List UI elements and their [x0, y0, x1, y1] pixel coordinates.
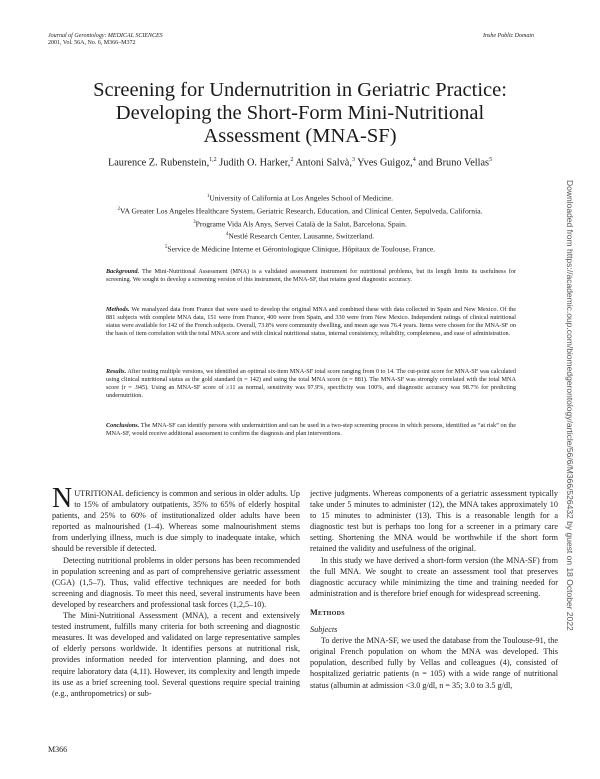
affiliation-mark: 1 [206, 194, 210, 199]
title-line: Screening for Undernutrition in Geriatric Practice: [93, 79, 507, 101]
author-name: Laurence Z. Rubenstein, [107, 157, 210, 169]
author-name: Yves Guigoz, [354, 157, 413, 169]
subsection-heading-subjects: Subjects [310, 625, 338, 635]
paragraph [52, 483, 300, 555]
affiliation [30, 242, 570, 255]
download-watermark: Downloaded from https://academic.oup.com/biomedgerontology/article/56/6/M366/526432 by guest on 18 October 2022 [565, 180, 575, 631]
author-name: Antoni Salvà, [293, 157, 352, 169]
abstract-text: The Mini-Nutritional Assessment (MNA) is a validated assessment instrument for nutritional problems, but its length limits its usefulness for screening. We sought to develop a screening version of this instrument, the MNA-SF, that retains good diagnostic accuracy. [106, 268, 516, 283]
author-affiliation-mark: 1,2 [209, 157, 217, 163]
abstract-results [106, 368, 516, 400]
paragraph-text: UTRITIONAL deficiency is common and serious in older adults. Up to 15% of ambulatory outpatients, 35% to 65% of elderly hospital patients, and 25% to 60% of institutionalized older adults have been reported as malnourished (1–4). Whereas some malnourishment stems from underlying illness, much is due simply to inadequate intake, which should be reversible if detected. [52, 489, 300, 554]
title-line: Assessment (MNA-SF) [203, 125, 397, 147]
affiliation [30, 229, 570, 242]
abstract-label: Conclusions. [106, 422, 140, 429]
journal-header [48, 33, 163, 47]
affiliation-mark: 2 [117, 206, 121, 212]
section-heading-methods: Methods [310, 607, 345, 617]
affiliation-text: Service de Médicine Interne et Gérontologique Clinique, Hôpitaux de Toulouse, France. [167, 244, 436, 254]
affiliation-mark: 3 [193, 219, 196, 225]
author-affiliation-mark: 4 [412, 157, 416, 163]
affiliation-list [30, 191, 570, 255]
abstract-background [106, 268, 516, 284]
page-number: M366 [48, 745, 68, 754]
abstract-text: After testing multiple versions, we identified an optimal six-item MNA-SF total score ranging from 0 to 14. The cut-point score for MNA-SF was calculated using clinical nutritional status as the gold standard (n = 142) and using the total MNA score (n = 881). The MNA-SF was strongly correlated with the total MNA score (r = .945). Using an MNA-SF score of ≥11 as normal, sensitivity was 97.9%, specificity was 100%, and diagnostic accuracy was 98.7% for predicting undernutrition. [106, 368, 516, 399]
abstract-conclusions [106, 422, 516, 438]
affiliation-text: Programe Vida Als Anys, Servei Català de la Salut, Barcelona, Spain. [195, 219, 407, 229]
affiliation-mark: 4 [225, 232, 229, 238]
author-list [30, 157, 570, 168]
body-right-column [310, 488, 558, 691]
affiliation-mark: 5 [164, 245, 168, 251]
journal-volume: 2001, Vol. 56A, No. 6, M366–M372 [48, 40, 136, 46]
author-affiliation-mark: 5 [489, 157, 493, 163]
body-left-column [52, 483, 300, 699]
drop-cap: N [52, 483, 73, 514]
paragraph: To derive the MNA-SF, we used the database from the Toulouse-91, the original French population on whom the MNA was developed. This population, described fully by Vellas and colleagues (4), consisted of hospitalized geriatric patients (n = 105) with a wide range of nutritional status (albumin at admission <3.0 g/dl, n = 35; 3.0 to 3.5 g/dl, [310, 636, 558, 690]
paragraph: jective judgments. Whereas components of a geriatric assessment typically take under 5 minutes to administer (12), the MNA takes approximately 10 to 15 minutes to administer (13). This is a reasonable length for a diagnostic test but is perhaps too long for a screener in a primary care setting. Shortening the MNA would be worthwhile if the short form retained the validity and usefulness of the original. [310, 489, 558, 554]
author-affiliation-mark: 3 [351, 157, 355, 163]
author-name: and Bruno Vellas [415, 157, 490, 169]
paper-title [40, 79, 560, 148]
abstract-methods [106, 306, 516, 338]
abstract-label: Background. [106, 268, 140, 275]
author-name: Judith O. Harker, [216, 157, 291, 169]
author-affiliation-mark: 2 [290, 157, 294, 163]
abstract-text: We reanalyzed data from France that were used to develop the original MNA and combined these with data collected in Spain and New Mexico. Of the 881 subjects with complete MNA data, 151 were from France, 400 were from Spain, and 330 were from New Mexico. Independent ratings of clinical nutritional status were available for 142 of the French subjects. Overall, 73.8% were community dwelling, and mean age was 76.4 years. Items were chosen for the MNA-SF on the basis of item correlation with the total MNA score and with clinical nutritional status, internal consistency, reliability, completeness, and ease of administration. [106, 306, 516, 337]
abstract-text: The MNA-SF can identify persons with undernutrition and can be used in a two-step screening process in which persons, identified as “at risk” on the MNA-SF, would receive additional assessment to confirm the diagnosis and plan interventions. [106, 422, 516, 437]
affiliation-text: University of California at Los Angeles School of Medicine. [209, 193, 394, 203]
journal-name: Journal of Gerontology: MEDICAL SCIENCES [48, 33, 163, 39]
paragraph: The Mini-Nutritional Assessment (MNA), a recent and extensively tested instrument, fulfills many criteria for both screening and diagnostic measures. It was developed and validated on large representative samples of elderly persons worldwide. It identifies persons at nutritional risk, provides information needed for intervention planning, and does not require laboratory data (4,11). However, its complexity and length impede its use as a brief screening tool. Several questions require special training (e.g., anthropometrics) or sub- [52, 611, 300, 698]
abstract-label: Methods. [106, 306, 130, 313]
affiliation [30, 191, 570, 204]
paragraph: In this study we have derived a short-form version (the MNA-SF) from the full MNA. We sought to create an assessment tool that preserves diagnostic accuracy while minimizing the time and training needed for administration and is therefore brief enough for widespread screening. [310, 555, 558, 598]
affiliation [30, 217, 570, 230]
affiliation-text: VA Greater Los Angeles Healthcare System, Geriatric Research, Education, and Clinical Center, Sepulveda, California. [120, 206, 483, 216]
affiliation-text: Nestlé Research Center, Lausanne, Switzerland. [228, 232, 375, 242]
title-line: Developing the Short-Form Mini-Nutritional [115, 102, 485, 124]
public-domain-note: Inshe Public Domain [483, 33, 534, 39]
affiliation [30, 204, 570, 217]
abstract-label: Results. [106, 368, 127, 375]
paragraph: Detecting nutritional problems in older persons has been recommended in population screening and as part of comprehensive geriatric assessment (CGA) (1,5–7). Thus, valid effective techniques are needed for both screening and diagnosis. To meet this need, several instruments have been developed by researchers and professional task forces (1,2,5–10). [52, 555, 300, 609]
